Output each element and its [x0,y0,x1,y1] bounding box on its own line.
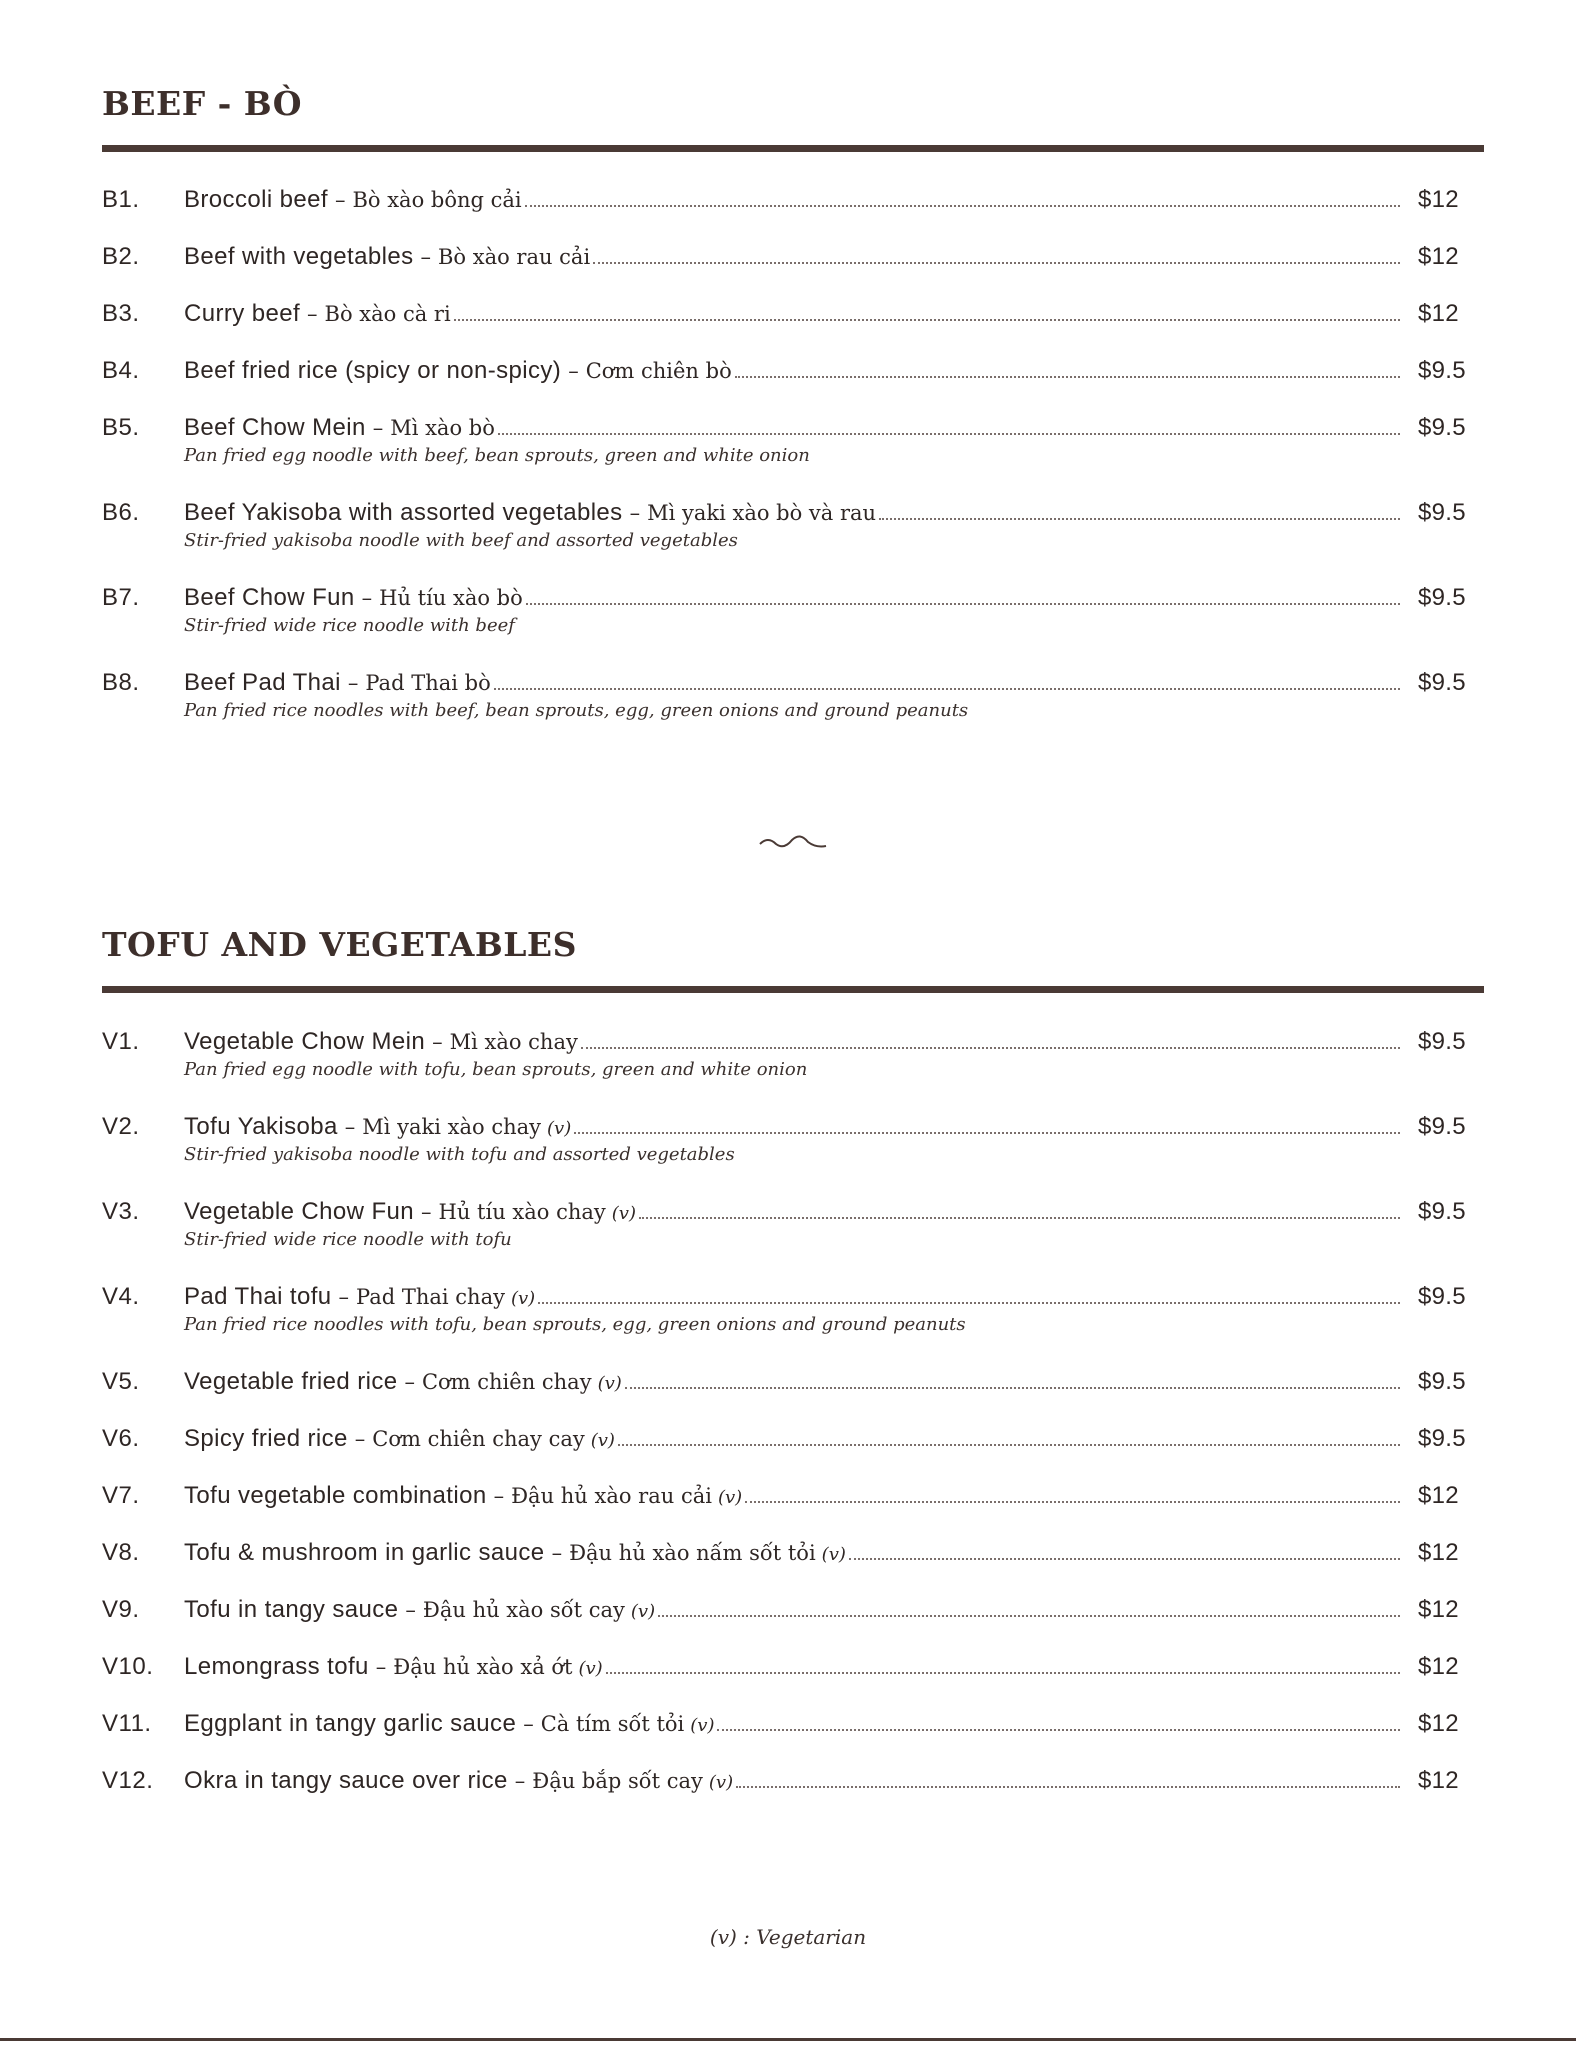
item-line [184,1767,1404,1795]
section-title: BEEF - BÒ [102,84,303,123]
section-divider [102,145,1484,152]
item-name: Broccoli beef [184,186,328,213]
item-separator: – [523,1712,534,1736]
dot-leader [538,1302,1400,1304]
item-price: $9.5 [1418,357,1466,384]
item-description: Pan fried rice noodles with beef, bean sprouts, egg, green onions and ground peanuts [184,700,969,721]
item-price: $12 [1418,1767,1459,1794]
item-name: Pad Thai tofu [184,1283,332,1310]
item-separator: – [344,1115,356,1139]
dot-leader [625,1387,1400,1389]
item-name: Tofu vegetable combination [184,1482,487,1509]
vegetarian-mark: (v) [510,1288,536,1309]
item-code: V4. [102,1283,140,1310]
item-line [184,1283,1404,1311]
item-vietnamese-name: Cơm chiên chay cay [372,1427,585,1451]
item-code: B2. [102,243,140,270]
item-price: $12 [1418,1539,1459,1566]
item-name: Okra in tangy sauce over rice [184,1767,508,1794]
item-name: Eggplant in tangy garlic sauce [184,1710,517,1737]
item-code: V2. [102,1113,140,1140]
item-line [184,1028,1404,1056]
item-code: B6. [102,499,140,526]
item-vietnamese-name: Bò xào rau cải [437,245,591,269]
item-vietnamese-name: Đậu hủ xào sốt cay [422,1598,625,1622]
item-line [184,669,1404,697]
item-code: B4. [102,357,140,384]
section-tofu-vegetables [102,925,1484,993]
item-line [184,1425,1404,1453]
item-vietnamese-name: Cơm chiên bò [585,359,732,383]
vegetarian-mark: (v) [821,1544,846,1565]
item-price: $9.5 [1418,414,1466,441]
item-price: $12 [1418,1710,1459,1737]
item-description: Stir-fried yakisoba noodle with beef and assorted vegetables [184,530,738,551]
vegetarian-mark: (v) [597,1373,622,1394]
item-name: Tofu & mushroom in garlic sauce [184,1539,545,1566]
item-line [184,584,1404,612]
item-line [184,1198,1404,1226]
item-line [184,1596,1404,1624]
item-price: $12 [1418,1482,1459,1509]
item-separator: – [307,302,318,326]
item-separator: – [375,1655,387,1679]
item-code: B3. [102,300,140,327]
item-price: $9.5 [1418,1368,1466,1395]
item-separator: – [551,1541,563,1565]
item-code: V12. [102,1767,154,1794]
item-code: V7. [102,1482,140,1509]
item-code: V9. [102,1596,140,1623]
item-price: $9.5 [1418,499,1466,526]
item-price: $9.5 [1418,1113,1466,1140]
item-price: $9.5 [1418,1425,1466,1452]
item-vietnamese-name: Mì xào chay [449,1030,578,1054]
wave-ornament-icon [758,832,828,852]
item-line [184,1113,1404,1141]
vegetarian-mark: (v) [717,1487,743,1508]
dot-leader [658,1615,1400,1617]
item-code: B1. [102,186,140,213]
vegetarian-mark: (v) [708,1772,734,1793]
item-name: Vegetable Chow Mein [184,1028,426,1055]
item-price: $9.5 [1418,1283,1466,1310]
item-code: V3. [102,1198,140,1225]
item-line [184,499,1404,527]
dot-leader [494,688,1400,690]
item-description: Stir-fried wide rice noodle with beef [184,615,515,636]
vegetarian-mark: (v) [547,1118,572,1139]
dot-leader [498,433,1400,435]
item-code: V8. [102,1539,140,1566]
item-name: Beef Yakisoba with assorted vegetables [184,499,623,526]
item-description: Stir-fried wide rice noodle with tofu [184,1229,512,1250]
item-line [184,1539,1404,1567]
item-description: Pan fried egg noodle with tofu, bean sprouts, green and white onion [184,1059,808,1080]
vegetarian-mark: (v) [630,1601,656,1622]
item-code: V1. [102,1028,140,1055]
section-divider [102,986,1484,993]
item-price: $12 [1418,300,1459,327]
vegetarian-mark: (v) [578,1658,603,1679]
item-vietnamese-name: Bò xào bông cải [352,188,522,212]
dot-leader [745,1501,1400,1503]
item-vietnamese-name: Mì yaki xào chay [362,1115,541,1139]
item-price: $12 [1418,243,1459,270]
item-separator: – [361,586,373,610]
item-code: V11. [102,1710,152,1737]
item-vietnamese-name: Mì xào bò [390,416,495,440]
item-line [184,1368,1404,1396]
item-name: Vegetable Chow Fun [184,1198,415,1225]
dot-leader [735,376,1400,378]
dot-leader [849,1558,1400,1560]
item-vietnamese-name: Đậu hủ xào rau cải [511,1484,712,1508]
dot-leader [717,1729,1400,1731]
item-description: Pan fried rice noodles with tofu, bean sprouts, egg, green onions and ground peanuts [184,1314,966,1335]
item-separator: – [405,1598,416,1622]
item-price: $9.5 [1418,1198,1466,1225]
dot-leader [526,603,1400,605]
item-price: $9.5 [1418,669,1466,696]
item-separator: – [629,501,641,525]
item-name: Beef Chow Fun [184,584,355,611]
item-separator: – [354,1427,366,1451]
item-code: V10. [102,1653,154,1680]
item-name: Curry beef [184,300,301,327]
item-line [184,1653,1404,1681]
vegetarian-mark: (v) [590,1430,615,1451]
item-name: Tofu Yakisoba [184,1113,338,1140]
item-code: B5. [102,414,140,441]
vegetarian-mark: (v) [690,1715,715,1736]
item-vietnamese-name: Đậu hủ xào xả ớt [393,1655,573,1679]
item-name: Beef with vegetables [184,243,414,270]
dot-leader [639,1217,1400,1219]
item-separator: – [338,1285,350,1309]
item-vietnamese-name: Cà tím sốt tỏi [540,1712,685,1736]
item-separator: – [514,1769,526,1793]
item-line [184,1710,1404,1738]
item-separator: – [421,1200,432,1224]
item-name: Tofu in tangy sauce [184,1596,399,1623]
item-name: Beef Pad Thai [184,669,341,696]
item-separator: – [347,671,359,695]
item-separator: – [372,416,384,440]
item-separator: – [420,245,431,269]
item-vietnamese-name: Mì yaki xào bò và rau [647,501,877,525]
dot-leader [454,319,1400,321]
item-code: B8. [102,669,140,696]
item-vietnamese-name: Bò xào cà ri [324,302,451,326]
item-name: Beef Chow Mein [184,414,366,441]
item-code: B7. [102,584,140,611]
item-vietnamese-name: Hủ tíu xào bò [379,586,523,610]
item-vietnamese-name: Cơm chiên chay [421,1370,592,1394]
item-line [184,186,1404,214]
item-vietnamese-name: Hủ tíu xào chay [438,1200,606,1224]
item-vietnamese-name: Đậu bắp sốt cay [532,1769,703,1793]
item-separator: – [432,1030,443,1054]
item-price: $9.5 [1418,1028,1466,1055]
item-price: $12 [1418,1653,1459,1680]
vegetarian-mark: (v) [611,1203,636,1224]
item-line [184,300,1404,328]
item-line [184,243,1404,271]
item-separator: – [404,1370,415,1394]
item-line [184,414,1404,442]
bottom-divider [0,2038,1576,2041]
dot-leader [606,1672,1400,1674]
dot-leader [593,262,1400,264]
item-name: Beef fried rice (spicy or non-spicy) [184,357,562,384]
item-code: V5. [102,1368,140,1395]
item-price: $12 [1418,186,1459,213]
item-description: Pan fried egg noodle with beef, bean sprouts, green and white onion [184,445,810,466]
item-separator: – [493,1484,505,1508]
dot-leader [618,1444,1400,1446]
item-price: $9.5 [1418,584,1466,611]
item-name: Vegetable fried rice [184,1368,398,1395]
item-vietnamese-name: Đậu hủ xào nấm sốt tỏi [569,1541,816,1565]
section-title: TOFU AND VEGETABLES [102,925,577,964]
item-line [184,1482,1404,1510]
item-name: Lemongrass tofu [184,1653,369,1680]
dot-leader [581,1047,1400,1049]
item-vietnamese-name: Pad Thai chay [356,1285,505,1309]
dot-leader [574,1132,1400,1134]
item-price: $12 [1418,1596,1459,1623]
item-code: V6. [102,1425,140,1452]
dot-leader [879,518,1400,520]
item-line [184,357,1404,385]
vegetarian-footnote: (v) : Vegetarian [709,1925,867,1949]
item-separator: – [334,188,346,212]
section-beef [102,84,1484,152]
dot-leader [525,205,1400,207]
item-name: Spicy fried rice [184,1425,348,1452]
dot-leader [736,1786,1400,1788]
item-separator: – [568,359,579,383]
item-vietnamese-name: Pad Thai bò [365,671,491,695]
item-description: Stir-fried yakisoba noodle with tofu and assorted vegetables [184,1144,735,1165]
